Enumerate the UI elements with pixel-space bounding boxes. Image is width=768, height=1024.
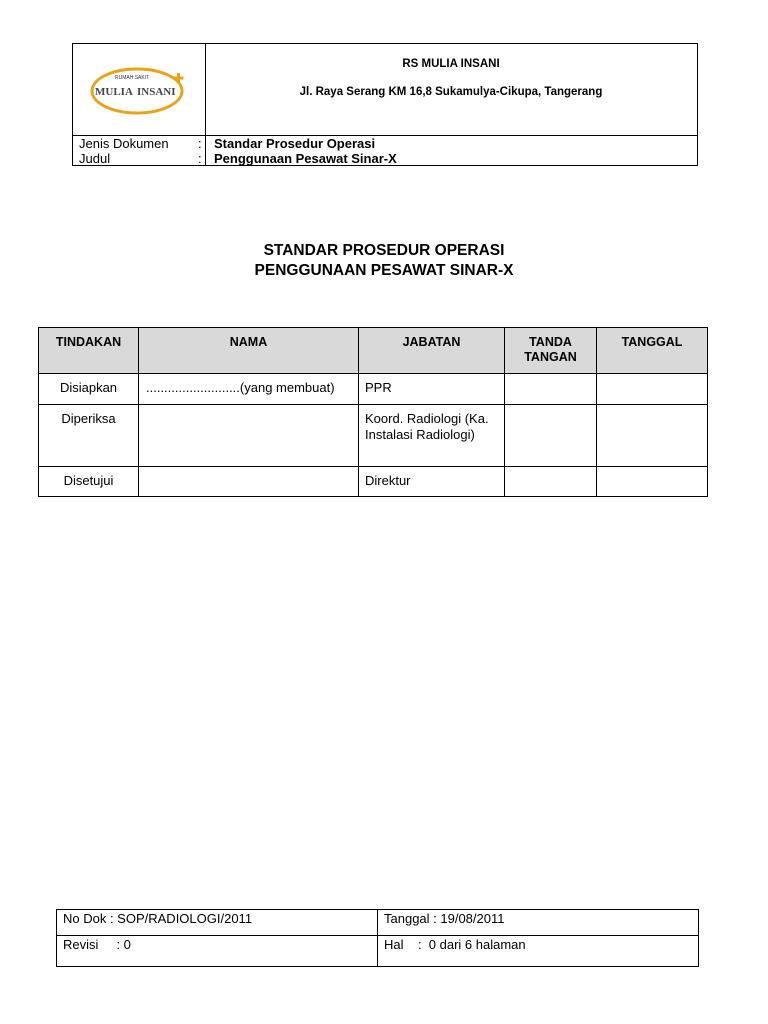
logo-name-right: INSANI	[137, 86, 176, 98]
cell-tindakan: Disetujui	[39, 467, 139, 497]
header-tanggal: TANGGAL	[597, 328, 708, 374]
cell-tanggal	[597, 405, 708, 467]
title-value: Penggunaan Pesawat Sinar-X	[214, 151, 397, 166]
cell-jabatan: PPR	[359, 374, 505, 405]
cell-tanda-tangan	[505, 405, 597, 467]
footer-no-dok: No Dok : SOP/RADIOLOGI/2011	[57, 910, 378, 936]
table-row	[39, 467, 708, 497]
cell-tanda-tangan	[505, 374, 597, 405]
footer-row	[57, 910, 699, 936]
cell-nama: ..........................(yang membuat)	[139, 374, 359, 405]
doc-type-label-row	[79, 136, 205, 151]
cell-jabatan: Direktur	[359, 467, 505, 497]
logo-top-text: RUMAH SAKIT	[115, 75, 150, 81]
footer-hal: Hal : 0 dari 6 halaman	[378, 936, 699, 967]
title-label-row	[79, 151, 205, 166]
approval-header-row	[39, 328, 708, 374]
table-row	[39, 374, 708, 405]
header-jabatan: JABATAN	[359, 328, 505, 374]
cell-tindakan: Disiapkan	[39, 374, 139, 405]
footer-revisi: Revisi : 0	[57, 936, 378, 967]
cell-tanggal	[597, 467, 708, 497]
footer-row	[57, 936, 699, 967]
cell-nama	[139, 405, 359, 467]
logo-name-left: MULIA	[95, 86, 133, 98]
title-colon: :	[198, 151, 202, 166]
approval-table	[38, 327, 708, 497]
hospital-info	[205, 44, 697, 135]
document-header	[72, 43, 698, 166]
logo-cell	[73, 44, 206, 135]
document-meta	[73, 135, 697, 165]
table-row	[39, 405, 708, 467]
document-footer	[56, 909, 699, 967]
doc-type-label: Jenis Dokumen	[79, 136, 169, 151]
cell-tanda-tangan	[505, 467, 597, 497]
footer-tanggal: Tanggal : 19/08/2011	[378, 910, 699, 936]
hospital-logo	[73, 44, 205, 135]
cell-tindakan: Diperiksa	[39, 405, 139, 467]
document-title-line2: PENGGUNAAN PESAWAT SINAR-X	[254, 262, 514, 279]
header-tindakan: TINDAKAN	[39, 328, 139, 374]
hospital-address: Jl. Raya Serang KM 16,8 Sukamulya-Cikupa, Tangerang	[299, 86, 603, 98]
hospital-name: RS MULIA INSANI	[402, 58, 500, 70]
cell-nama	[139, 467, 359, 497]
cell-tanggal	[597, 374, 708, 405]
header-tanda-tangan: TANDA TANGAN	[505, 328, 597, 374]
cell-jabatan: Koord. Radiologi (Ka. Instalasi Radiologi)	[359, 405, 505, 467]
medical-cross-icon	[174, 73, 184, 83]
document-title-line1: STANDAR PROSEDUR OPERASI	[263, 242, 505, 259]
doc-type-value: Standar Prosedur Operasi	[214, 136, 376, 151]
title-label: Judul	[79, 151, 111, 166]
header-nama: NAMA	[139, 328, 359, 374]
doc-type-colon: :	[198, 136, 202, 151]
